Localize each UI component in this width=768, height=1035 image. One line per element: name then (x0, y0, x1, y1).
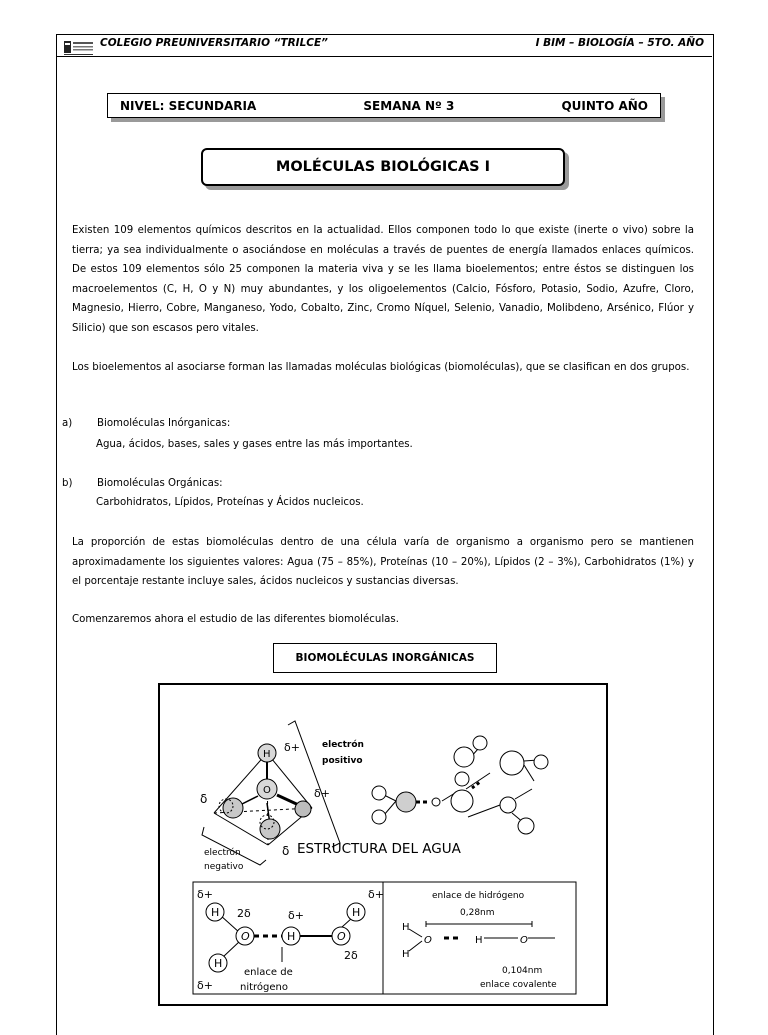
water-oxygen-center (451, 790, 473, 812)
water-oxygen-left (396, 792, 416, 812)
figure-label: δ+ (288, 909, 304, 922)
list-item-b-title: Biomoléculas Orgánicas: (97, 478, 223, 489)
figure-label: H (263, 749, 271, 760)
figure-label: enlace covalente (480, 980, 557, 990)
figure-label: O (241, 930, 250, 943)
list-item-a-title: Biomoléculas Inórganicas: (97, 418, 231, 429)
figure-label: δ+ (197, 888, 213, 901)
figure-label: O (520, 935, 528, 946)
figure-label: H (402, 949, 410, 960)
water-structure-diagram (160, 685, 610, 1008)
figure-label: enlace de hidrógeno (432, 891, 525, 901)
figure-label: δ+ (314, 787, 330, 800)
header-rule (56, 56, 712, 57)
paragraph-intro: Existen 109 elementos químicos descritos en la actualidad. Ellos componen todo lo que existe (inerte o vivo) sobre la tierra; ya sea individualmente o asociándose en moléculas a través de puentes de energía llamados enlaces químicos. De estos 109 elementos sólo 25 componen la materia viva y se les llama bioelementos; entre éstos se distinguen los macroelementos (C, H, O y N) muy abundantes, y los oligoelementos (Calcio, Fósforo, Potasio, Sodio, Azufre, Cloro, Magnesio, Hierro, Cobre, Manganeso, Yodo, Cobalto, Zinc, Cromo Níquel, Selenio, Vanadio, Molibdeno, Arsénico, Flúor y Silicio) que son escasos pero vitales. (72, 225, 694, 334)
course-period: I BIM – BIOLOGÍA – 5TO. AÑO (535, 37, 704, 49)
figure-label: positivo (322, 756, 363, 766)
figure-label: electrón (204, 848, 241, 858)
week-label: SEMANA Nº 3 (363, 98, 455, 113)
paragraph-closing: Comenzaremos ahora el estudio de las diferentes biomoléculas. (72, 614, 399, 625)
figure-label: δ (282, 844, 290, 858)
figure-label: 2δ (344, 949, 358, 962)
negative-bracket (202, 827, 266, 865)
figure-label: electrón (322, 740, 364, 750)
figure-label: negativo (204, 862, 244, 872)
grade-label: QUINTO AÑO (561, 98, 648, 113)
figure-caption: ESTRUCTURA DEL AGUA (297, 841, 461, 857)
figure-label: O (337, 930, 346, 943)
figure-label: δ+ (197, 979, 213, 992)
figure-label: enlace de (244, 967, 293, 978)
school-name: COLEGIO PREUNIVERSITARIO “TRILCE” (100, 37, 328, 49)
paragraph-proportions: La proporción de estas biomoléculas dentro de una célula varía de organismo a organismo pero se mantienen aproximadamente los siguientes valores: Agua (75 – 85%), Proteínas (10 – 20%), Lípidos (2 – 3%), Carbohidratos (1%) y el porcentaje restante incluye sales, ácidos nucleicos y sustancias diversas. (72, 537, 694, 587)
info-bar (107, 93, 661, 118)
list-marker-b: b) (62, 478, 73, 489)
figure-label: O (263, 785, 271, 796)
list-marker-a: a) (62, 418, 73, 429)
figure-label: H (402, 922, 410, 933)
hydrogen-atom-right (295, 801, 311, 817)
figure-label: H (475, 935, 483, 946)
list-item-b-text: Carbohidratos, Lípidos, Proteínas y Ácidos nucleicos. (96, 497, 364, 508)
school-logo-icon (63, 39, 95, 57)
figure-label: H (214, 957, 223, 970)
section-title: BIOMOLÉCULAS INORGÁNICAS (273, 643, 497, 673)
figure-label: δ+ (284, 741, 300, 754)
figure-label: H (287, 930, 296, 943)
figure-label: H (352, 906, 361, 919)
paragraph-classification: Los bioelementos al asociarse forman las llamadas moléculas biológicas (biomoléculas), que se clasifican en dos grupos. (72, 362, 690, 373)
figure-label: 0,104nm (502, 966, 543, 976)
figure-label: 0,28nm (460, 908, 495, 918)
page-title: MOLÉCULAS BIOLÓGICAS I (201, 148, 565, 186)
lone-pair-bottom (260, 819, 280, 839)
level-label: NIVEL: SECUNDARIA (120, 98, 257, 113)
figure-label: δ (200, 792, 208, 806)
figure-label: nitrógeno (240, 982, 289, 993)
water-structure-figure (158, 683, 608, 1006)
figure-label: δ+ (368, 888, 384, 901)
figure-label: H (211, 906, 220, 919)
figure-label: O (424, 935, 432, 946)
list-item-a-text: Agua, ácidos, bases, sales y gases entre las más importantes. (96, 439, 413, 450)
figure-label: 2δ (237, 907, 251, 920)
